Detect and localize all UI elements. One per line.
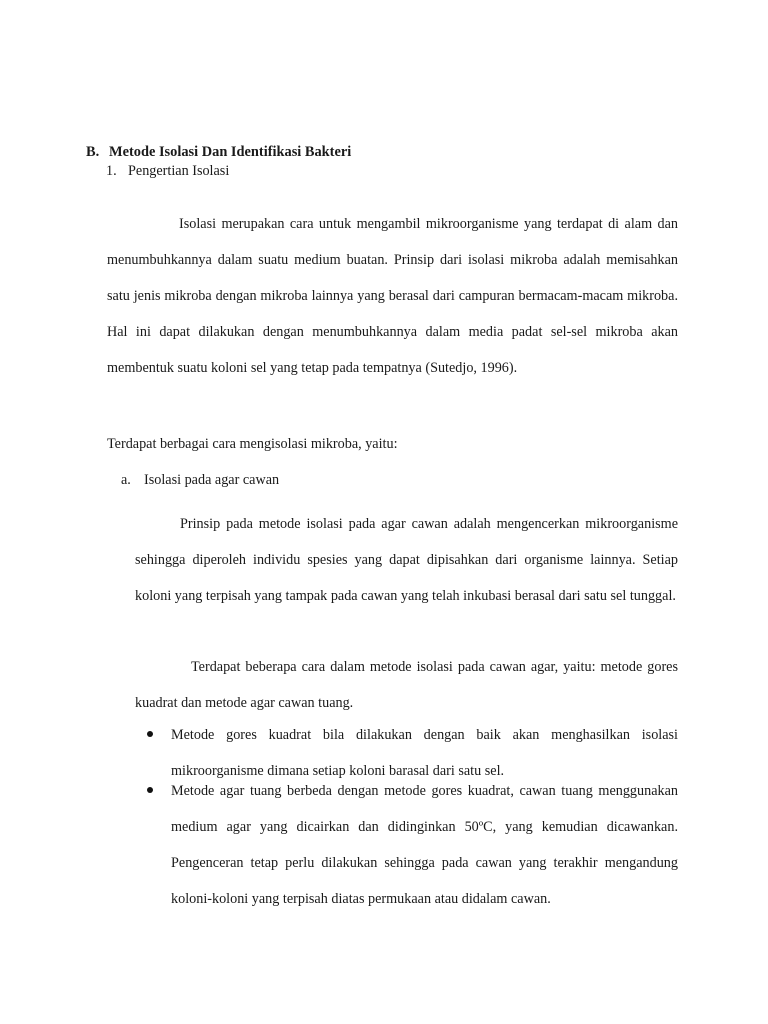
bullet-item <box>147 773 678 917</box>
paragraph-isolasi: Isolasi merupakan cara untuk mengambil mikroorganisme yang terdapat di alam dan menumbuhkannya dalam suatu medium buatan. Prinsip dari isolasi mikroba adalah memisahkan satu jenis mikroba dengan mikroba lainnya yang berasal dari campuran bermacam-macam mikroba. Hal ini dapat dilakukan dengan menumbuhkannya dalam media padat sel-sel mikroba akan membentuk suatu koloni sel yang tetap pada tempatnya (Sutedjo, 1996). <box>107 216 678 376</box>
section-letter: B. <box>86 144 100 160</box>
section-heading <box>86 144 351 161</box>
section-title: Metode Isolasi Dan Identifikasi Bakteri <box>109 144 352 160</box>
bullet-dot-icon <box>147 731 153 737</box>
list-item-a-heading <box>121 472 279 489</box>
paragraph-prinsip: Prinsip pada metode isolasi pada agar cawan adalah mengencerkan mikroorganisme sehingga diperoleh individu spesies yang dapat dipisahkan dari organisme lainnya. Setiap koloni yang terpisah yang tampak pada cawan yang telah inkubasi berasal dari satu sel tunggal. <box>135 516 678 604</box>
paragraph-beberapa-cara: Terdapat beberapa cara dalam metode isolasi pada cawan agar, yaitu: metode gores kuadrat dan metode agar cawan tuang. <box>135 659 678 711</box>
paragraph-cara-isolasi: Terdapat berbagai cara mengisolasi mikroba, yaitu: <box>107 436 398 452</box>
subsection-title: Pengertian Isolasi <box>128 163 230 179</box>
subsection-number: 1. <box>106 163 117 179</box>
list-item-a-title: Isolasi pada agar cawan <box>144 472 280 488</box>
bullet-text: Metode gores kuadrat bila dilakukan dengan baik akan menghasilkan isolasi mikroorganisme dimana setiap koloni barasal dari satu sel. <box>171 727 678 779</box>
list-item-a-label: a. <box>121 472 131 488</box>
bullet-dot-icon <box>147 787 153 793</box>
subsection-heading <box>106 163 229 180</box>
bullet-text: Metode agar tuang berbeda dengan metode gores kuadrat, cawan tuang menggunakan medium agar yang dicairkan dan didinginkan 50ºC, yang kemudian dicawankan. Pengenceran tetap perlu dilakukan sehingga pada cawan yang terakhir mengandung koloni-koloni yang terpisah diatas permukaan atau didalam cawan. <box>171 783 678 907</box>
